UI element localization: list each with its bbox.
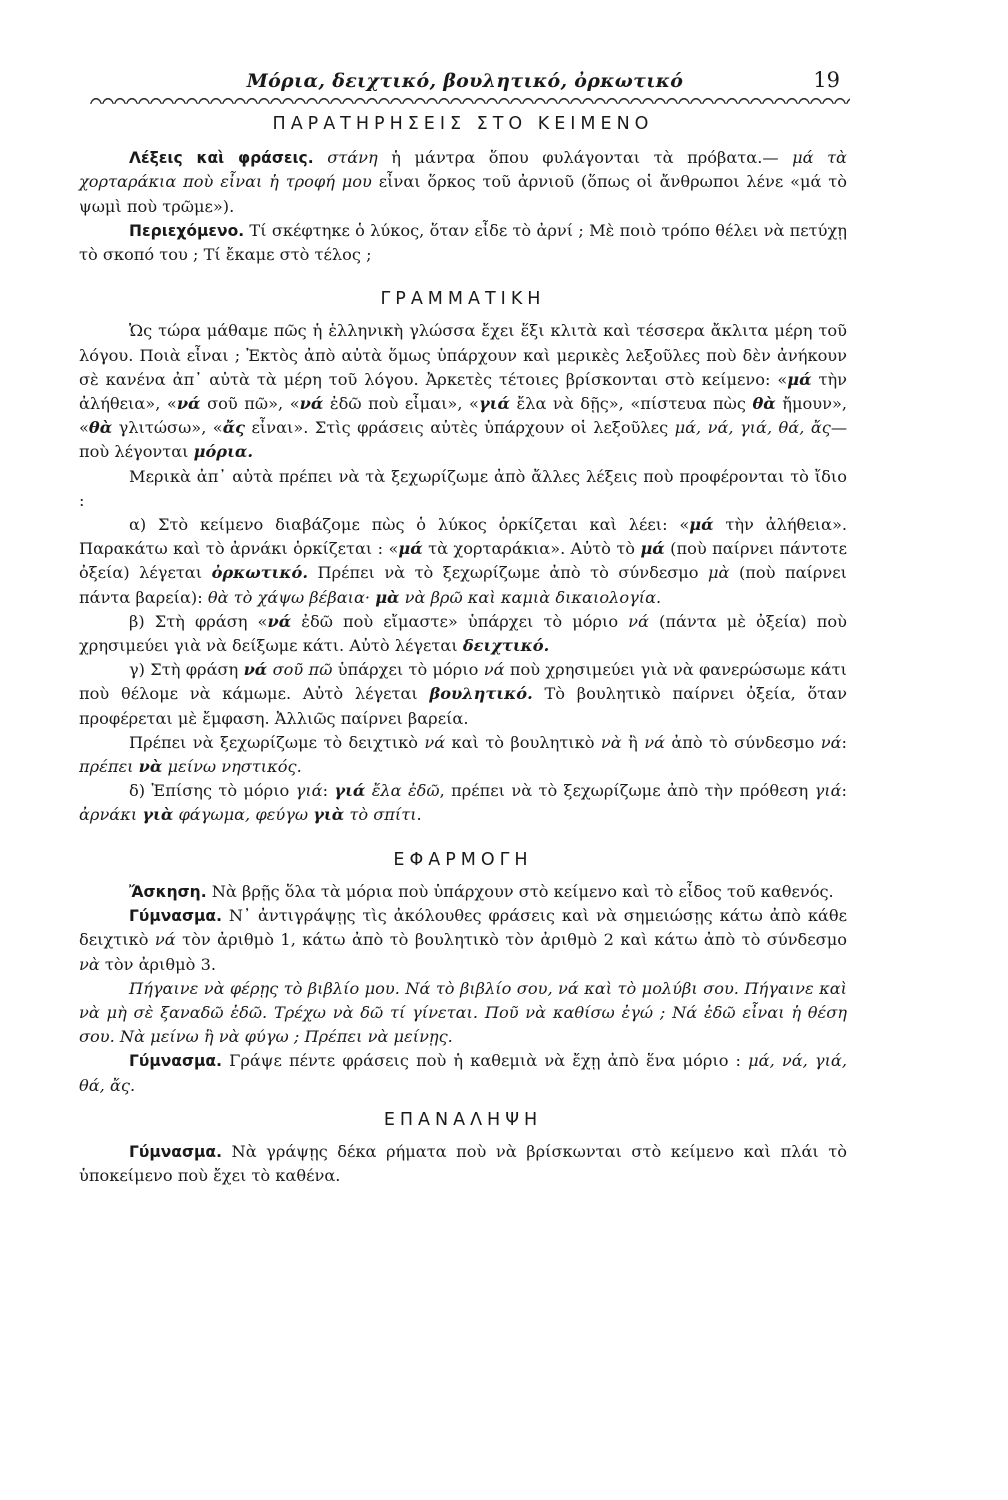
page-number: 19 [813,68,840,92]
grammar-item-a: α) Στὸ κείμενο διαβάζομε πὼς ὁ λύκος ὁρκίζεται καὶ λέει: «μά τὴν ἀλήθεια». Παρακάτω καὶ τὸ ἀρνάκι ὁρκίζεται : «μά τὰ χορταράκια». Αὐτὸ τὸ μά (ποὺ παίρνει πάντοτε ὀξεία) λέγεται ὀρκωτικό. Πρέπει νὰ τὸ ξεχωρίζωμε ἀπὸ τὸ σύνδεσμο μὰ (ποὺ παίρνει πάντα βαρεία): θὰ τὸ χάψω βέβαια· μὰ νὰ βρῶ καὶ καμιὰ δικαιολογία. [79,515,847,607]
exercise-paragraph: Ἄσκηση. Νὰ βρῇς ὅλα τὰ μόρια ποὺ ὑπάρχουν στὸ κείμενο καὶ τὸ εἶδος τοῦ καθενός. [129,881,834,901]
wavy-rule [90,98,850,104]
heading-observations: ΠΑΡΑΤΗΡΗΣΕΙΣ ΣΤΟ ΚΕΙΜΕΝΟ [272,114,654,134]
grammar-item-c: γ) Στὴ φράση νά σοῦ πῶ ὑπάρχει τὸ μόριο νά ποὺ χρησιμεύει γιὰ νὰ φανερώσωμε κάτι ποὺ θέλομε νὰ κάμωμε. Αὐτὸ λέγεται βουλητικό. Τὸ βουλητικὸ παίρνει ὀξεία, ὅταν προφέρεται μὲ ἔμφαση. Ἀλλιῶς παίρνει βαρεία. [79,660,847,728]
grammar-intro-paragraph: Ὡς τώρα μάθαμε πῶς ἡ ἑλληνικὴ γλώσσα ἔχει ἕξι κλιτὰ καὶ τέσσερα ἄκλιτα μέρη τοῦ λόγου. Ποιὰ εἶναι ; Ἐκτὸς ἀπὸ αὐτὰ ὅμως ὑπάρχουν καὶ μερικὲς λεξοῦλες ποὺ δὲν ἀνήκουν σὲ κανένα ἀπ᾽ αὐτὰ τὰ μέρη τοῦ λόγου. Ἀρκετὲς τέτοιες βρίσκονται στὸ κείμενο: «μά τὴν ἀλήθεια», «νά σοῦ πῶ», «νά ἐδῶ ποὺ εἶμαι», «γιά ἔλα νὰ δῇς», «πίστευα πὼς θὰ ἤμουν», «θὰ γλιτώσω», «ἄς εἶναι». Στὶς φράσεις αὐτὲς ὑπάρχουν οἱ λεξοῦλες μά, νά, γιά, θά, ἄς—ποὺ λέγονται μόρια. [79,321,848,462]
heading-revision: ΕΠΑΝΑΛΗΨΗ [383,1109,543,1130]
grammar-note-paragraph: Μερικὰ ἀπ᾽ αὐτὰ πρέπει νὰ τὰ ξεχωρίζωμε ἀπὸ ἄλλες λέξεις ποὺ προφέρονται τὸ ἴδιο : [79,466,847,510]
vocabulary-paragraph: Λέξεις καὶ φράσεις. στάνη ἡ μάντρα ὅπου φυλάγονται τὰ πρόβατα.— μά τὰ χορταράκια ποὺ εἶναι ἡ τροφή μου εἶναι ὅρκος τοῦ ἀρνιοῦ (ὅπως οἱ ἄνθρωποι λένε «μά τὸ ψωμὶ ποὺ τρῶμε»). [79,148,847,216]
grammar-item-b: β) Στὴ φράση «νά ἐδῶ ποὺ εἴμαστε» ὑπάρχει τὸ μόριο νά (πάντα μὲ ὀξεία) ποὺ χρησιμεύει γιὰ νὰ δείξωμε κάτι. Αὐτὸ λέγεται δειχτικό. [79,611,847,656]
page-body [79,112,847,1188]
page-header [80,62,850,102]
running-title: Μόρια, δειχτικό, βουλητικό, ὀρκωτικό [246,70,684,92]
grammar-item-d: δ) Ἐπίσης τὸ μόριο γιά: γιά ἔλα ἐδῶ, πρέπει νὰ τὸ ξεχωρίζωμε ἀπὸ τὴν πρόθεση γιά: ἀρνάκι γιὰ φάγωμα, φεύγω γιὰ τὸ σπίτι. [79,781,847,825]
heading-grammar: ΓΡΑΜΜΑΤΙΚΗ [380,289,546,310]
heading-application: ΕΦΑΡΜΟΓΗ [393,849,533,870]
content-label: Περιεχόμενο. [129,221,245,240]
drill-1-label: Γύμνασμα. [129,907,222,926]
vocabulary-label: Λέξεις καὶ φράσεις. [129,149,314,168]
revision-label: Γύμνασμα. [129,1142,222,1161]
drill-1-examples: Πήγαινε νὰ φέρῃς τὸ βιβλίο μου. Νά τὸ βιβλίο σου, νά καὶ τὸ μολύβι σου. Πήγαινε καὶ νὰ μὴ σὲ ξαναδῶ ἐδῶ. Τρέχω νὰ δῶ τί γίνεται. Ποῦ νὰ καθίσω ἐγώ ; Νά ἐδῶ εἶναι ἡ θέση σου. Νὰ μείνω ἢ νὰ φύγω ; Πρέπει νὰ μείνῃς. [79,978,847,1047]
exercise-label: Ἄσκηση. [129,882,207,901]
revision-paragraph: Γύμνασμα. Νὰ γράψῃς δέκα ρήματα ποὺ νὰ βρίσκωνται στὸ κείμενο καὶ πλάι τὸ ὑποκείμενο ποὺ ἔχει τὸ καθένα. [79,1141,847,1186]
drill-2-label: Γύμνασμα. [129,1052,222,1071]
content-paragraph: Περιεχόμενο. Τί σκέφτηκε ὁ λύκος, ὅταν εἶδε τὸ ἀρνί ; Μὲ ποιὸ τρόπο θέλει νὰ πετύχῃ τὸ σκοπό του ; Τί ἔκαμε στὸ τέλος ; [79,220,847,265]
drill-1-paragraph: Γύμνασμα. Ν᾽ ἀντιγράψῃς τὶς ἀκόλουθες φράσεις καὶ νὰ σημειώσῃς κάτω ἀπὸ κάθε δειχτικὸ νά τὸν ἀριθμὸ 1, κάτω ἀπὸ τὸ βουλητικὸ τὸν ἀριθμὸ 2 καὶ κάτω ἀπὸ τὸ σύνδεσμο νὰ τὸν ἀριθμὸ 3. [79,906,847,974]
drill-2-paragraph: Γύμνασμα. Γράψε πέντε φράσεις ποὺ ἡ καθεμιὰ νὰ ἔχῃ ἀπὸ ἕνα μόριο : μά, νά, γιά, θά, ἄς. [79,1051,847,1095]
grammar-paragraph-3: Πρέπει νὰ ξεχωρίζωμε τὸ δειχτικὸ νά καὶ τὸ βουλητικὸ νὰ ἢ νά ἀπὸ τὸ σύνδεσμο νά: πρέπει νὰ μείνω νηστικός. [79,732,848,777]
